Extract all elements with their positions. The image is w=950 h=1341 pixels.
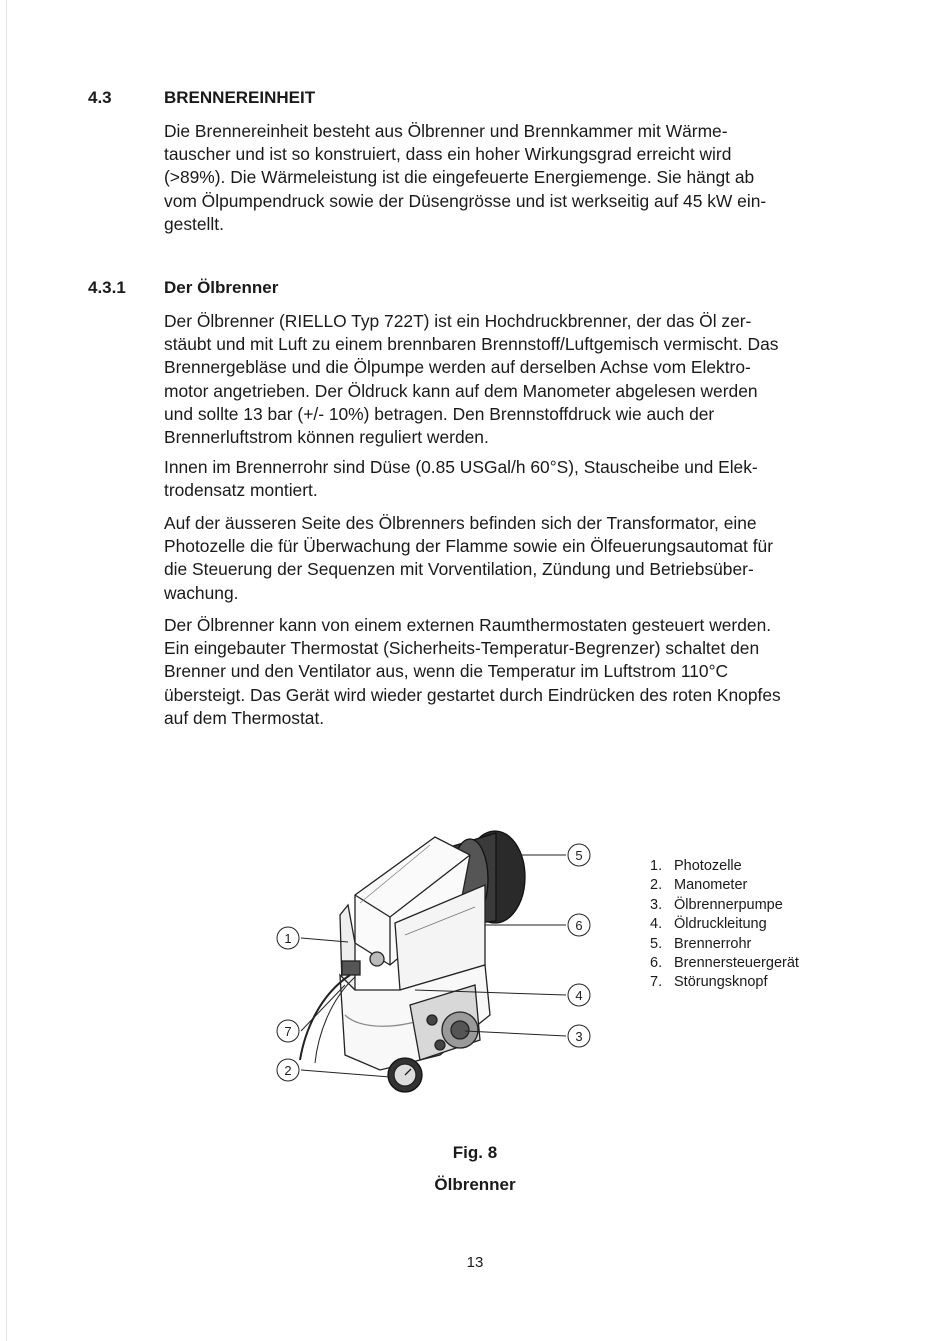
section-title: BRENNEREINHEIT: [164, 88, 316, 107]
subsection-paragraph: Der Ölbrenner kann von einem externen Raumthermostaten gesteuert werden. Ein eingebauter Thermostat (Sicherheits-Temperatur-Begrenzer) schaltet den Brenner und den Ventilator aus, wenn die Temperatur im Luftstrom 110°C übersteigt. Das Gerät wird wieder gestartet durch Eindrücken des roten Knopfes auf dem Thermostat.: [164, 615, 781, 728]
page-edge: [6, 0, 7, 1341]
manometer-drawing: [388, 1058, 422, 1092]
subsection-number: 4.3.1: [88, 278, 126, 297]
legend-label: Öldruckleitung: [674, 916, 767, 933]
legend-number: 7.: [650, 974, 663, 991]
legend-number: 6.: [650, 955, 663, 972]
callout-label: 1: [284, 931, 292, 946]
legend-label: Brennersteuergerät: [674, 955, 799, 972]
legend-label: Störungsknopf: [674, 974, 768, 991]
oil-burner-illustration: [260, 815, 605, 1105]
subsection-paragraph: Innen im Brennerrohr sind Düse (0.85 USGal/h 60°S), Stauscheibe und Elek- trodensatz montiert.: [164, 457, 758, 501]
section-number: 4.3: [88, 88, 112, 107]
callout-label: 2: [284, 1063, 292, 1078]
legend-number: 4.: [650, 916, 663, 933]
figure-title: Ölbrenner: [434, 1175, 516, 1194]
legend-item: [650, 915, 799, 934]
legend-number: 5.: [650, 935, 663, 952]
figure-number: Fig. 8: [452, 1143, 498, 1162]
legend-item: [650, 896, 799, 915]
callout-label: 6: [575, 918, 583, 933]
subsection-title: Der Ölbrenner: [164, 278, 279, 297]
legend-label: Brennerrohr: [674, 935, 752, 952]
legend-number: 1.: [650, 858, 663, 874]
callout-label: 5: [575, 848, 583, 863]
legend-label: Photozelle: [674, 858, 742, 874]
page-number: 13: [466, 1254, 484, 1271]
legend-item: [650, 857, 799, 876]
legend-label: Manometer: [674, 877, 748, 894]
legend-number: 2.: [650, 877, 663, 894]
callout-label: 4: [575, 988, 583, 1003]
callout-label: 7: [284, 1024, 292, 1039]
legend-item: [650, 876, 799, 895]
legend-label: Ölbrennerpumpe: [674, 896, 783, 913]
subsection-paragraph: Auf der äusseren Seite des Ölbrenners befinden sich der Transformator, eine Photozelle die für Überwachung der Flamme sowie ein Ölfeuerungsautomat für die Steuerung der Sequenzen mit Vorventilation, Zündung und Betriebsüber- wachung.: [164, 513, 773, 603]
legend-item: [650, 954, 799, 973]
legend-item: [650, 973, 799, 992]
legend-number: 3.: [650, 896, 663, 913]
figure-legend: [650, 857, 799, 993]
section-paragraph: Die Brennereinheit besteht aus Ölbrenner und Brennkammer mit Wärme- tauscher und ist so konstruiert, dass ein hoher Wirkungsgrad erreicht wird (>89%). Die Wärmeleistung ist die eingefeuerte Energiemenge. Sie hängt ab vom Ölpumpendruck sowie der Düsengrösse und ist werkseitig auf 45 kW ein- gestellt.: [164, 121, 767, 234]
subsection-paragraph: Der Ölbrenner (RIELLO Typ 722T) ist ein Hochdruckbrenner, der das Öl zer- stäubt und mit Luft zu einem brennbaren Brennstoff/Luftgemisch vermischt. Das Brennergebläse und die Ölpumpe werden auf derselben Achse vom Elektro- motor angetrieben. Der Öldruck kann auf dem Manometer abgelesen werden und sollte 13 bar (+/- 10%) betragen. Den Brennstoffdruck wie auch der Brennerluftstrom können reguliert werden.: [164, 311, 779, 448]
callout-label: 3: [575, 1029, 583, 1044]
legend-item: [650, 935, 799, 954]
